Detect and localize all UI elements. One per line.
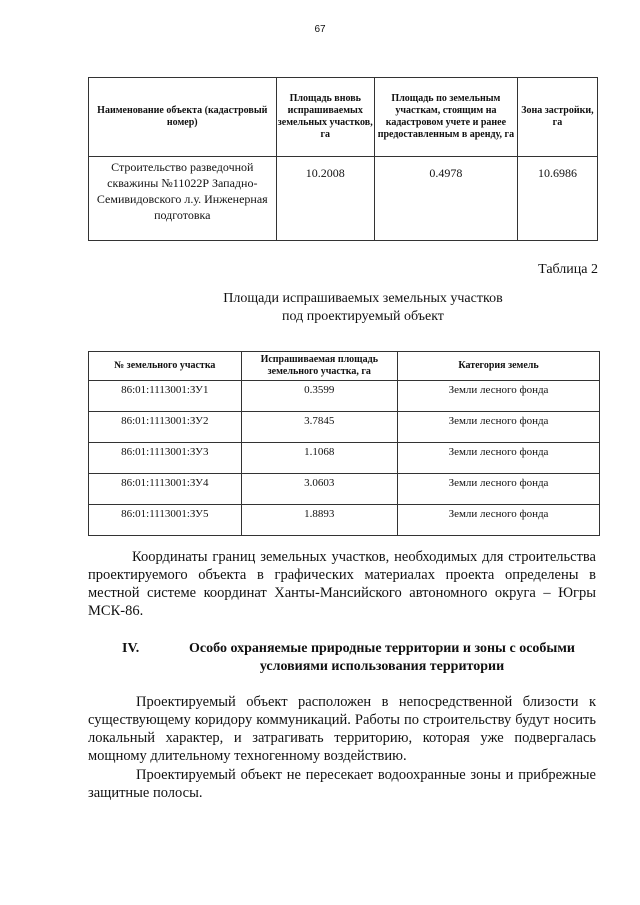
coordinates-paragraph: Координаты границ земельных участков, необходимых для строительства проектируемого объекта в графических материалах проекта определены в местной системе координат Ханты-Мансийского автономного округа – Югры МСК-86. [88,549,596,619]
table-row [89,474,600,505]
cell-parcel-number: 86:01:1113001:ЗУ4 [89,474,242,505]
table-label: Таблица 2 [538,262,598,277]
table-title-line: Площади испрашиваемых земельных участков [223,291,503,306]
cell-new-area: 10.2008 [276,157,374,241]
cell-land-category: Земли лесного фонда [398,443,600,474]
table-row [89,443,600,474]
cell-land-category: Земли лесного фонда [398,505,600,536]
table-row [89,157,598,241]
table-header-row [89,352,600,381]
page-number: 67 [314,24,326,35]
table-row [89,381,600,412]
header-land-category: Категория земель [398,352,600,381]
table-row [89,412,600,443]
header-build-zone: Зона застройки, га [517,78,597,157]
cell-parcel-number: 86:01:1113001:ЗУ2 [89,412,242,443]
table-row [89,505,600,536]
section-number: IV. [122,641,140,656]
cell-requested-area: 0.3599 [241,381,397,412]
cell-land-category: Земли лесного фонда [398,474,600,505]
cell-parcel-number: 86:01:1113001:ЗУ3 [89,443,242,474]
cell-land-category: Земли лесного фонда [398,381,600,412]
cell-requested-area: 3.0603 [241,474,397,505]
cell-land-category: Земли лесного фонда [398,412,600,443]
table-header-row [89,78,598,157]
cell-parcel-number: 86:01:1113001:ЗУ1 [89,381,242,412]
cell-object-name: Строительство разведочной скважины №11022Р Западно-Семивидовского л.у. Инженерная подготовка [89,157,277,241]
header-requested-area: Испрашиваемая площадь земельного участка, га [241,352,397,381]
table-title [88,290,638,326]
cell-registered-area: 0.4978 [374,157,517,241]
cell-requested-area: 3.7845 [241,412,397,443]
cell-build-zone: 10.6986 [517,157,597,241]
header-parcel-number: № земельного участка [89,352,242,381]
section-title: Особо охраняемые природные территории и зоны с особыми условиями использования территории [189,641,575,674]
header-registered-area: Площадь по земельным участкам, стоящим на кадастровом учете и ранее предоставленным в аренду, га [374,78,517,157]
header-object-name: Наименование объекта (кадастровый номер) [89,78,277,157]
parcels-table [88,351,600,536]
cell-parcel-number: 86:01:1113001:ЗУ5 [89,505,242,536]
header-new-area: Площадь вновь испрашиваемых земельных участков, га [276,78,374,157]
land-area-table [88,77,598,241]
cell-requested-area: 1.1068 [241,443,397,474]
cell-requested-area: 1.8893 [241,505,397,536]
location-paragraph: Проектируемый объект расположен в непосредственной близости к существующему коридору коммуникаций. Работы по строительству будут носить локальный характер, и затрагивать территорию, которая уже подвергалась мощному длительному техногенному воздействию. [88,694,596,764]
table-title-line: под проектируемый объект [282,309,444,324]
water-zones-paragraph: Проектируемый объект не пересекает водоохранные зоны и прибрежные защитные полосы. [88,767,596,801]
